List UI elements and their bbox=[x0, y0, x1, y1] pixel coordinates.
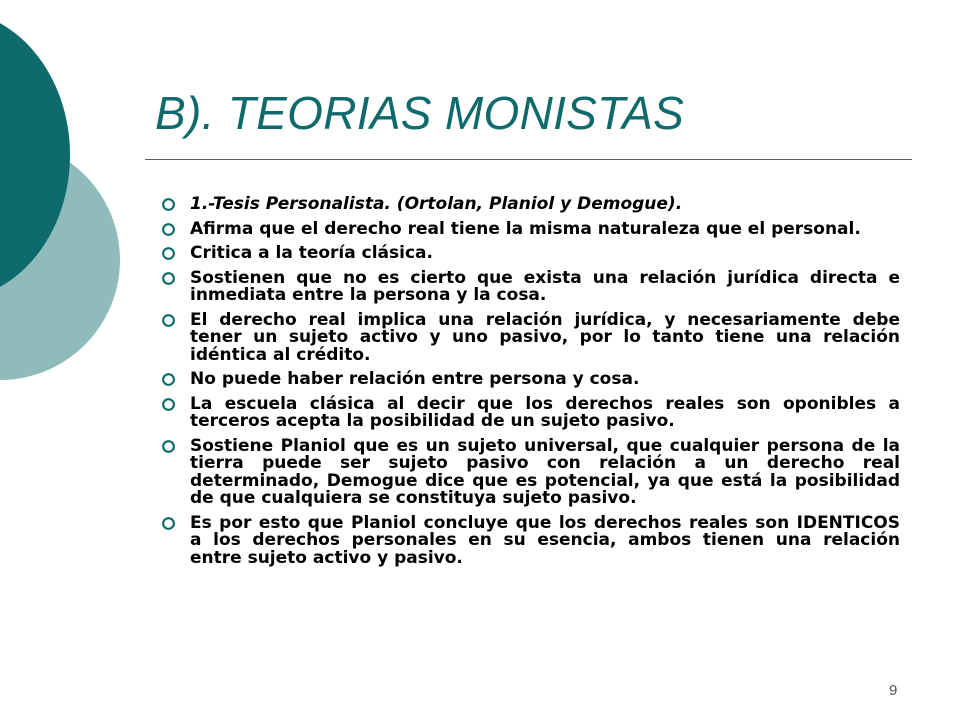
bullet-text: No puede haber relación entre persona y cosa. bbox=[190, 369, 640, 389]
bullet-item bbox=[158, 371, 900, 389]
bullet-item bbox=[158, 435, 900, 508]
bullet-list bbox=[158, 196, 900, 574]
hollow-circle-bullet-icon bbox=[161, 516, 176, 531]
hollow-circle-bullet-icon bbox=[161, 246, 176, 261]
hollow-circle-bullet-icon bbox=[161, 439, 176, 454]
bullet-text: Afirma que el derecho real tiene la misma naturaleza que el personal. bbox=[190, 218, 861, 239]
hollow-circle-bullet-icon bbox=[161, 271, 176, 286]
hollow-circle-bullet-icon bbox=[161, 372, 176, 387]
bullet-item bbox=[158, 218, 900, 239]
bullet-item bbox=[158, 393, 900, 431]
bullet-text: Sostienen que no es cierto que exista una relación jurídica directa e inmediata entre la persona y la cosa. bbox=[190, 267, 900, 305]
bullet-text: La escuela clásica al decir que los derechos reales son oponibles a terceros acepta la posibilidad de un sujeto pasivo. bbox=[190, 393, 900, 431]
bullet-item bbox=[158, 196, 900, 214]
bullet-text: El derecho real implica una relación jurídica, y necesariamente debe tener un sujeto activo y uno pasivo, por lo tanto tiene una relación idéntica al crédito. bbox=[190, 309, 900, 365]
slide-title: B). TEORIAS MONISTAS bbox=[155, 87, 685, 139]
page-number: 9 bbox=[889, 682, 898, 699]
bullet-text: Critica a la teoría clásica. bbox=[190, 243, 433, 263]
hollow-circle-bullet-icon bbox=[161, 197, 176, 212]
bullet-item bbox=[158, 512, 900, 568]
bullet-text: Es por esto que Planiol concluye que los derechos reales son IDENTICOS a los derechos personales en su esencia, ambos tienen una relación entre sujeto activo y pasivo. bbox=[190, 512, 900, 568]
hollow-circle-bullet-icon bbox=[161, 313, 176, 328]
hollow-circle-bullet-icon bbox=[161, 397, 176, 412]
bullet-item bbox=[158, 267, 900, 305]
bullet-text: Sostiene Planiol que es un sujeto universal, que cualquier persona de la tierra puede ser sujeto pasivo con relación a un derecho real determinado, Demogue dice que es potencial, ya que está la posibilidad de que cualquiera se constituya sujeto pasivo. bbox=[190, 435, 900, 508]
title-divider bbox=[145, 159, 912, 160]
bullet-item bbox=[158, 245, 900, 263]
bullet-text: 1.-Tesis Personalista. (Ortolan, Planiol y Demogue). bbox=[190, 194, 683, 214]
bullet-item bbox=[158, 309, 900, 365]
hollow-circle-bullet-icon bbox=[161, 222, 176, 237]
